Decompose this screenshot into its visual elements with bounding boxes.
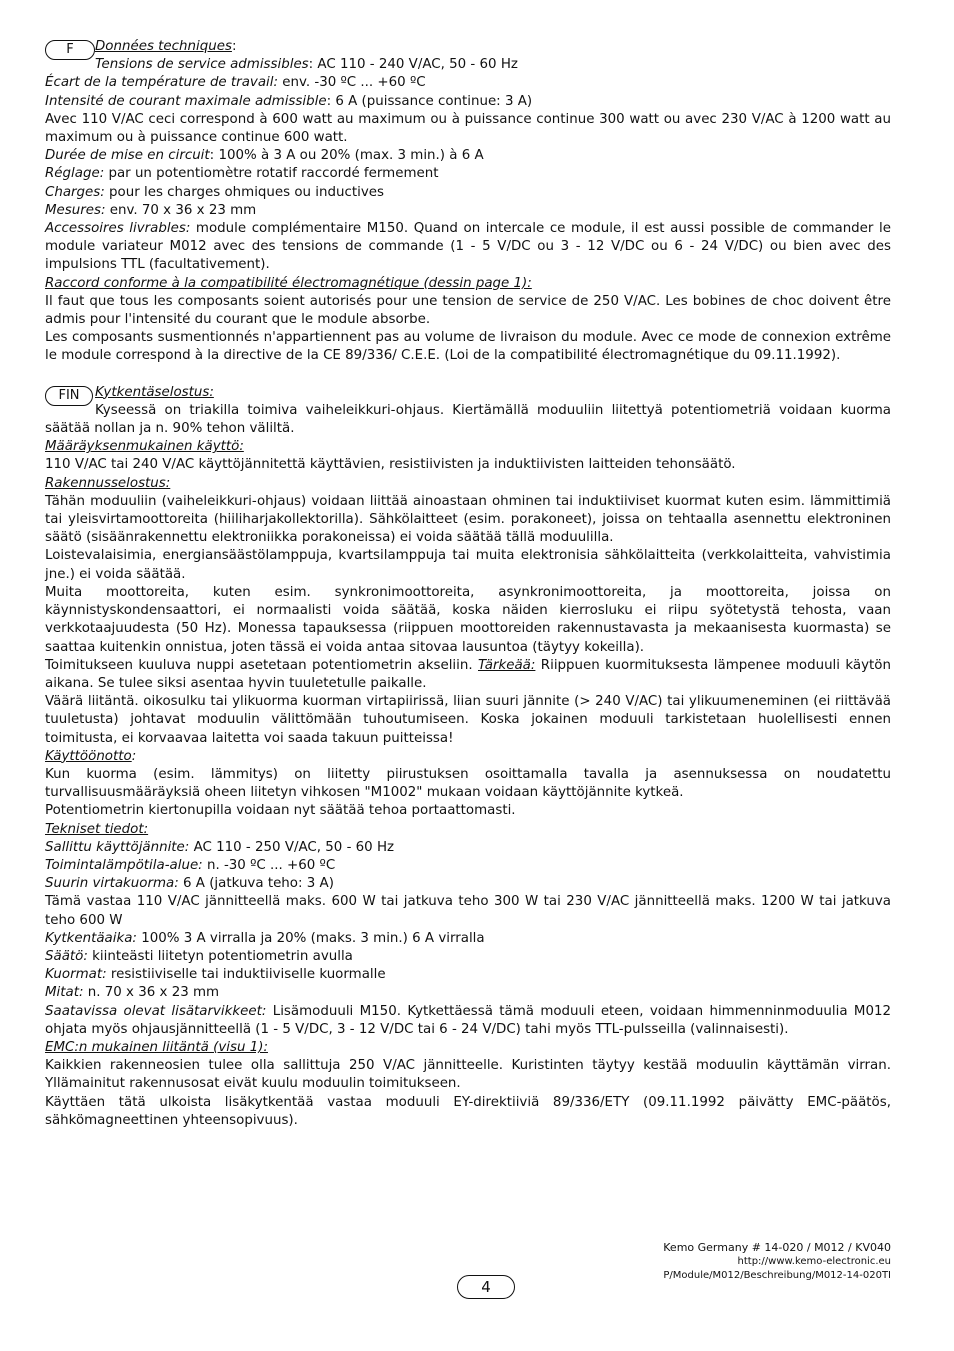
fin-rakenne-paragraph-2: Loistevalaisimia, energiansäästölamppuja, kvartsilamppuja tai muita elektronisia sähkölaitteita (verkkolaitteita, vahvistimia jne.) ei voida säätää. bbox=[45, 548, 891, 582]
fr-raccord-paragraph-2: Les composants susmentionnés n'appartiennent pas au volume de livraison du module. Avec ce mode de connexion extrême le module correspond à la directive de la CE 89/336/ C.E.E. (Loi de la compatibilité électromagnétique du 09.11.1992). bbox=[45, 330, 891, 364]
fin-rakenne-paragraph-5: Väärä liitäntä. oikosulku tai ylikuorma kuorman virtapiirissä, liian suuri jännite (> 240 V/AC) tai ylikuumeneminen (ei riittävää tuuletusta) johtavat moduulin välittömään tuhoutumiseen. Koska jokainen moduuli tarkistetaan huolellisesti ennen toimitusta, ei korvaavaa laitetta voi saada takuun puitteissa! bbox=[45, 694, 891, 746]
fr-duree: Durée de mise en circuit: 100% à 3 A ou 20% (max. 3 min.) à 6 A bbox=[45, 148, 484, 164]
fr-charges: Charges: pour les charges ohmiques ou inductives bbox=[45, 184, 384, 200]
footer-website: http://www.kemo-electronic.eu bbox=[737, 1256, 891, 1267]
fr-temperature: Écart de la température de travail: env. -30 ºC ... +60 ºC bbox=[45, 75, 426, 91]
fin-teho: Tämä vastaa 110 V/AC jännitteellä maks. 600 W tai jatkuva teho 300 W tai 230 V/AC jännitteellä maks. 1200 W tai jatkuva teho 600 W bbox=[45, 894, 891, 928]
fin-emc-paragraph-2: Käyttäen tätä ulkoista lisäkytkentää vastaa moduuli EY-direktiiviä 89/336/ETY (09.11.1992 päivätty EMC-päätös, sähkömagneettinen yhteensopivuus). bbox=[45, 1094, 891, 1128]
fin-title: Kytkentäselostus: bbox=[95, 384, 214, 400]
fr-title-line: Données techniques: bbox=[95, 39, 237, 54]
fr-mesures: Mesures: env. 70 x 36 x 23 mm bbox=[45, 202, 257, 218]
fin-intro: Kyseessä on triakilla toimiva vaiheleikkuri-ohjaus. Kiertämällä moduuliin liitettyä potentiometriä voidaan kuorma säätää nollan ja n. 90% tehon väliltä. bbox=[45, 402, 891, 437]
document-body bbox=[45, 38, 891, 1130]
page-number: 4 bbox=[457, 1275, 515, 1299]
fin-kaytto-heading: Määräyksenmukainen käyttö: bbox=[45, 439, 244, 455]
fr-title: Données techniques bbox=[95, 39, 232, 54]
fin-jannite: Sallittu käyttöjännite: AC 110 - 250 V/AC, 50 - 60 Hz bbox=[45, 839, 395, 855]
fr-tension: Tensions de service admissibles: AC 110 - 240 V/AC, 50 - 60 Hz bbox=[95, 57, 518, 73]
fin-tekniset-heading: Tekniset tiedot: bbox=[45, 821, 149, 837]
fin-rakenne-heading: Rakennusselostus: bbox=[45, 475, 171, 491]
fin-kayttoon-paragraph-2: Potentiometrin kiertonupilla voidaan nyt säätää tehoa portaattomasti. bbox=[45, 803, 516, 819]
fr-reglage: Réglage: par un potentiomètre rotatif raccordé fermement bbox=[45, 166, 439, 182]
footer-file-path: P/Module/M012/Beschreibung/M012-14-020TI bbox=[663, 1270, 891, 1281]
fin-rakenne-paragraph-1: Tähän moduuliin (vaiheleikkuri-ohjaus) voidaan liittää ainoastaan ohminen tai induktiiviset kuormat kuten esim. lämmittimiä tai yleisvirtamoottoreita (hiiliharjakollektorilla). Sähkölaitteet (esim. porakoneet), joissa on tehtaalla asennettu elektroninen säätö (sisäänrakennettu elektroniikka porakoneissa) ei voida säätää tällä moduulilla. bbox=[45, 493, 891, 546]
fin-kuormat: Kuormat: resistiiviselle tai induktiiviselle kuormalle bbox=[45, 967, 386, 983]
language-badge-fin: FIN bbox=[45, 386, 93, 406]
fr-puissance: Avec 110 V/AC ceci correspond à 600 watt au maximum ou à puissance continue 300 watt ou avec 230 V/AC à 1200 watt au maximum ou à puissance continue 600 watt. bbox=[45, 111, 891, 146]
fin-saato: Säätö: kiinteästi liitetyn potentiometrin avulla bbox=[45, 948, 353, 964]
fin-rakenne-paragraph-3: Muita moottoreita, kuten esim. synkronimoottoreita, asynkronimoottoreita, ja moottoreita, joissa on käynnistyskondensaattori, ei normaalisti voida säätää, koska näiden kierrosluku ei riipu syötetystä tehosta, vaan verkkotaajuudesta (50 Hz). Monessa tapauksessa (riippuen moottoreiden rakennustavasta ja mekaanisesta kuormasta) se saattaa kuitenkin onnistua, joten tässä ei voida antaa sitovaa lausuntoa (täytyy kokeilla). bbox=[45, 584, 891, 655]
fr-raccord-paragraph-1: Il faut que tous les composants soient autorisés pour une tension de service de 250 V/AC. Les bobines de choc doivent être admis pour l'intensité du courant que le module absorbe. bbox=[45, 293, 891, 328]
fin-virta: Suurin virtakuorma: 6 A (jatkuva teho: 3 A) bbox=[45, 876, 334, 892]
fr-courant: Intensité de courant maximale admissible: 6 A (puissance continue: 3 A) bbox=[45, 93, 533, 109]
section-fr bbox=[45, 38, 891, 74]
language-badge-fr: F bbox=[45, 40, 95, 60]
fin-lisat: Saatavissa olevat lisätarvikkeet: Lisämoduuli M150. Kytkettäessä tämä moduuli eteen, voidaan himmenninmoduulia M012 ohjata myös ohjausjännitteellä (1 - 5 V/DC, 3 - 12 V/DC tai 6 - 24 V/DC) tahi myös TTL-pulsseilla (valinnaisesti). bbox=[45, 1003, 891, 1037]
fin-emc-paragraph-1: Kaikkien rakenneosien tulee olla sallittuja 250 V/AC jännitteelle. Kuristinten täytyy kestää moduulin käyttämän virran. Yllämainitut rakennusosat eivät kuulu moduulin toimitukseen. bbox=[45, 1058, 891, 1092]
fin-kayttoon-heading: Käyttöönotto: bbox=[45, 748, 137, 764]
fin-lampo: Toimintalämpötila-alue: n. -30 ºC ... +60 ºC bbox=[45, 857, 336, 873]
fin-mitat: Mitat: n. 70 x 36 x 23 mm bbox=[45, 985, 220, 1001]
fin-emc-heading: EMC:n mukainen liitäntä (visu 1): bbox=[45, 1039, 268, 1055]
fr-accessoires: Accessoires livrables: module complémentaire M150. Quand on intercale ce module, il est aussi possible de commander le module variateur M012 avec des tensions de commande (1 - 5 V/DC ou 3 - 12 V/DC ou 6 - 24 V/DC) ou bien avec des impulsions TTL (facultativement). bbox=[45, 221, 891, 273]
fin-rakenne-paragraph-4: Toimitukseen kuuluva nuppi asetetaan potentiometrin akseliin. Tärkeää: Riippuen kuormituksesta lämpenee moduuli käytön aikana. Se tulee siksi asentaa hyvin tuuletetulle paikalle. bbox=[45, 657, 891, 691]
fin-kayttoon-paragraph-1: Kun kuorma (esim. lämmitys) on liitetty piirustuksen osoittamalla tavalla ja asennuksessa on noudatettu turvallisuusmääräyksiä oheen liitetyn vihkosen "M1002" mukaan voidaan käyttöjännite kytkeä. bbox=[45, 766, 891, 801]
footer bbox=[663, 1241, 891, 1283]
fin-aika: Kytkentäaika: 100% 3 A virralla ja 20% (maks. 3 min.) 6 A virralla bbox=[45, 930, 485, 946]
section-gap bbox=[45, 366, 891, 384]
section-fin bbox=[45, 384, 891, 439]
footer-product-line: Kemo Germany # 14-020 / M012 / KV040 bbox=[663, 1241, 891, 1254]
fin-kaytto-text: 110 V/AC tai 240 V/AC käyttöjännitettä käyttävien, resistiivisten ja induktiivisten laitteiden tehonsäätö. bbox=[45, 457, 736, 473]
fr-raccord-heading: Raccord conforme à la compatibilité électromagnétique (dessin page 1): bbox=[45, 275, 532, 291]
